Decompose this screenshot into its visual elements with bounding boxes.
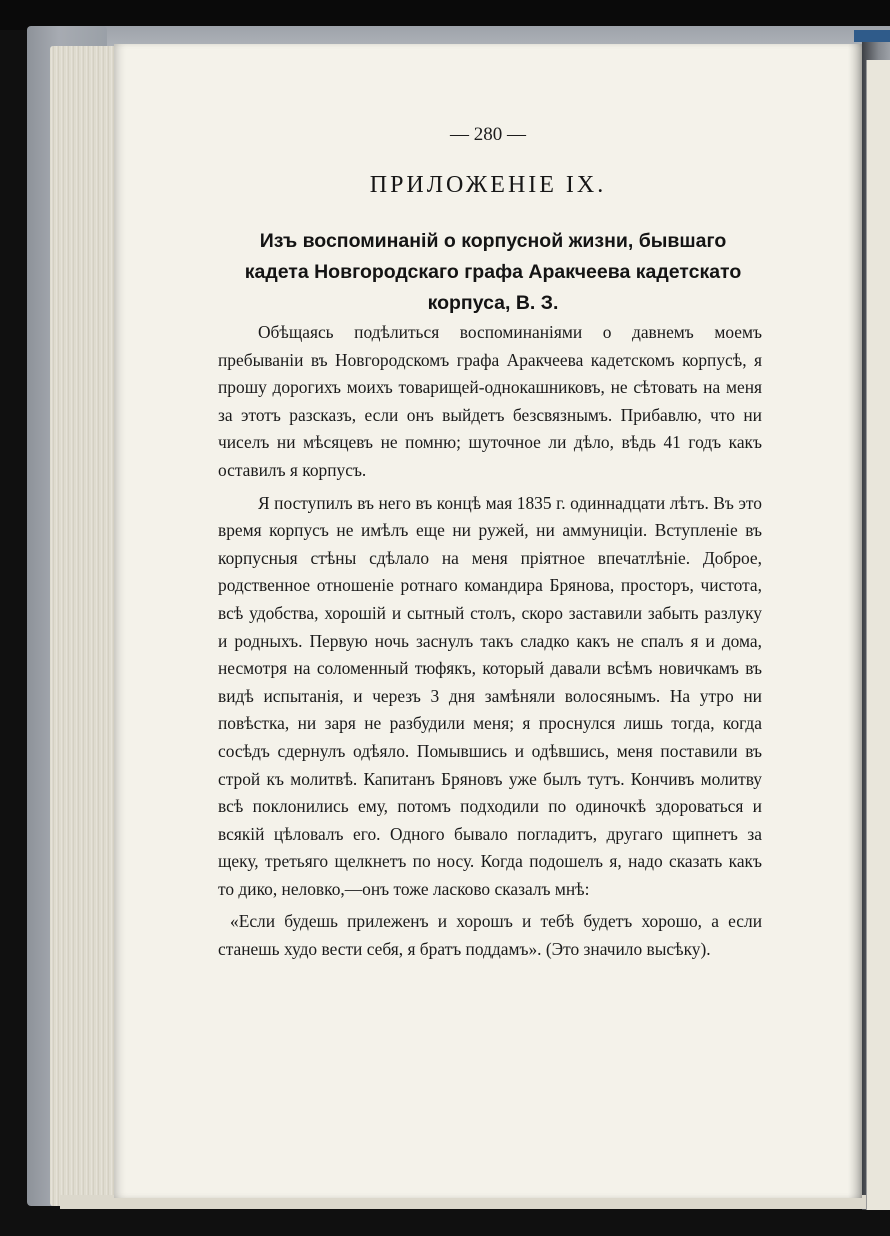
paragraph: «Если будешь прилеженъ и хорошъ и тебѣ будетъ хорошо, а если станешь худо вести себя, я братъ поддамъ». (Это значило высѣку).	[218, 911, 762, 960]
body-text	[218, 319, 762, 969]
chapter-subtitle: Изъ воспоминаній о корпусной жизни, бывшаго кадета Новгородскаго графа Аракчеева кадетскато корпуса, В. З.	[244, 230, 742, 314]
book-page	[114, 44, 862, 1198]
page-stack-edges	[50, 46, 122, 1206]
paragraph: Обѣщаясь подѣлиться воспоминаніями о давнемъ моемъ пребываніи въ Новгородскомъ графа Аракчеева кадетскомъ корпусѣ, я прошу дорогихъ моихъ товарищей-однокашниковъ, не сѣтовать на меня за этотъ разсказъ, если онъ выйдетъ безсвязнымъ. Прибавлю, что ни чиселъ ни мѣсяцевъ не помню; шуточное ли дѣло, вѣдь 41 годъ какъ оставилъ я корпусъ.	[218, 322, 762, 480]
appendix-title: ПРИЛОЖЕНІЕ IX.	[369, 172, 607, 198]
paragraph: Я поступилъ въ него въ концѣ мая 1835 г. одиннадцати лѣтъ. Въ это время корпусъ не имѣлъ еще ни ружей, ни аммуниціи. Вступленіе въ корпусныя стѣны сдѣлало на меня пріятное впечатлѣніе. Доброе, родственное отношеніе ротнаго командира Брянова, просторъ, чистота, всѣ удобства, хорошій и сытный столъ, скоро заставили забыть разлуку и родныхъ. Первую ночь заснулъ такъ сладко какъ не спалъ я и дома, несмотря на соломенный тюфякъ, который давали всѣмъ новичкамъ въ видѣ испытанія, и черезъ 3 дня замѣняли волосянымъ. На утро ни повѣстка, ни заря не разбудили меня; я проснулся лишь тогда, когда сосѣдъ сдернулъ одѣяло. Помывшись и одѣвшись, меня поставили въ строй къ молитвѣ. Капитанъ Бряновъ уже былъ тутъ. Кончивъ молитву всѣ поклонились ему, потомъ подходили по одиночкѣ здороваться и всякій цѣловалъ его. Одного бывало погладитъ, другаго щипнетъ за щеку, третьяго щелкнетъ по носу. Когда подошелъ я, надо сказать какъ то дико, неловко,—онъ тоже ласково сказалъ мнѣ:	[218, 492, 762, 899]
bookmark-ribbon	[854, 30, 890, 42]
facing-page-edge	[866, 60, 890, 1210]
page-number: — 280 —	[450, 124, 526, 145]
gutter-shadow	[848, 44, 862, 1198]
